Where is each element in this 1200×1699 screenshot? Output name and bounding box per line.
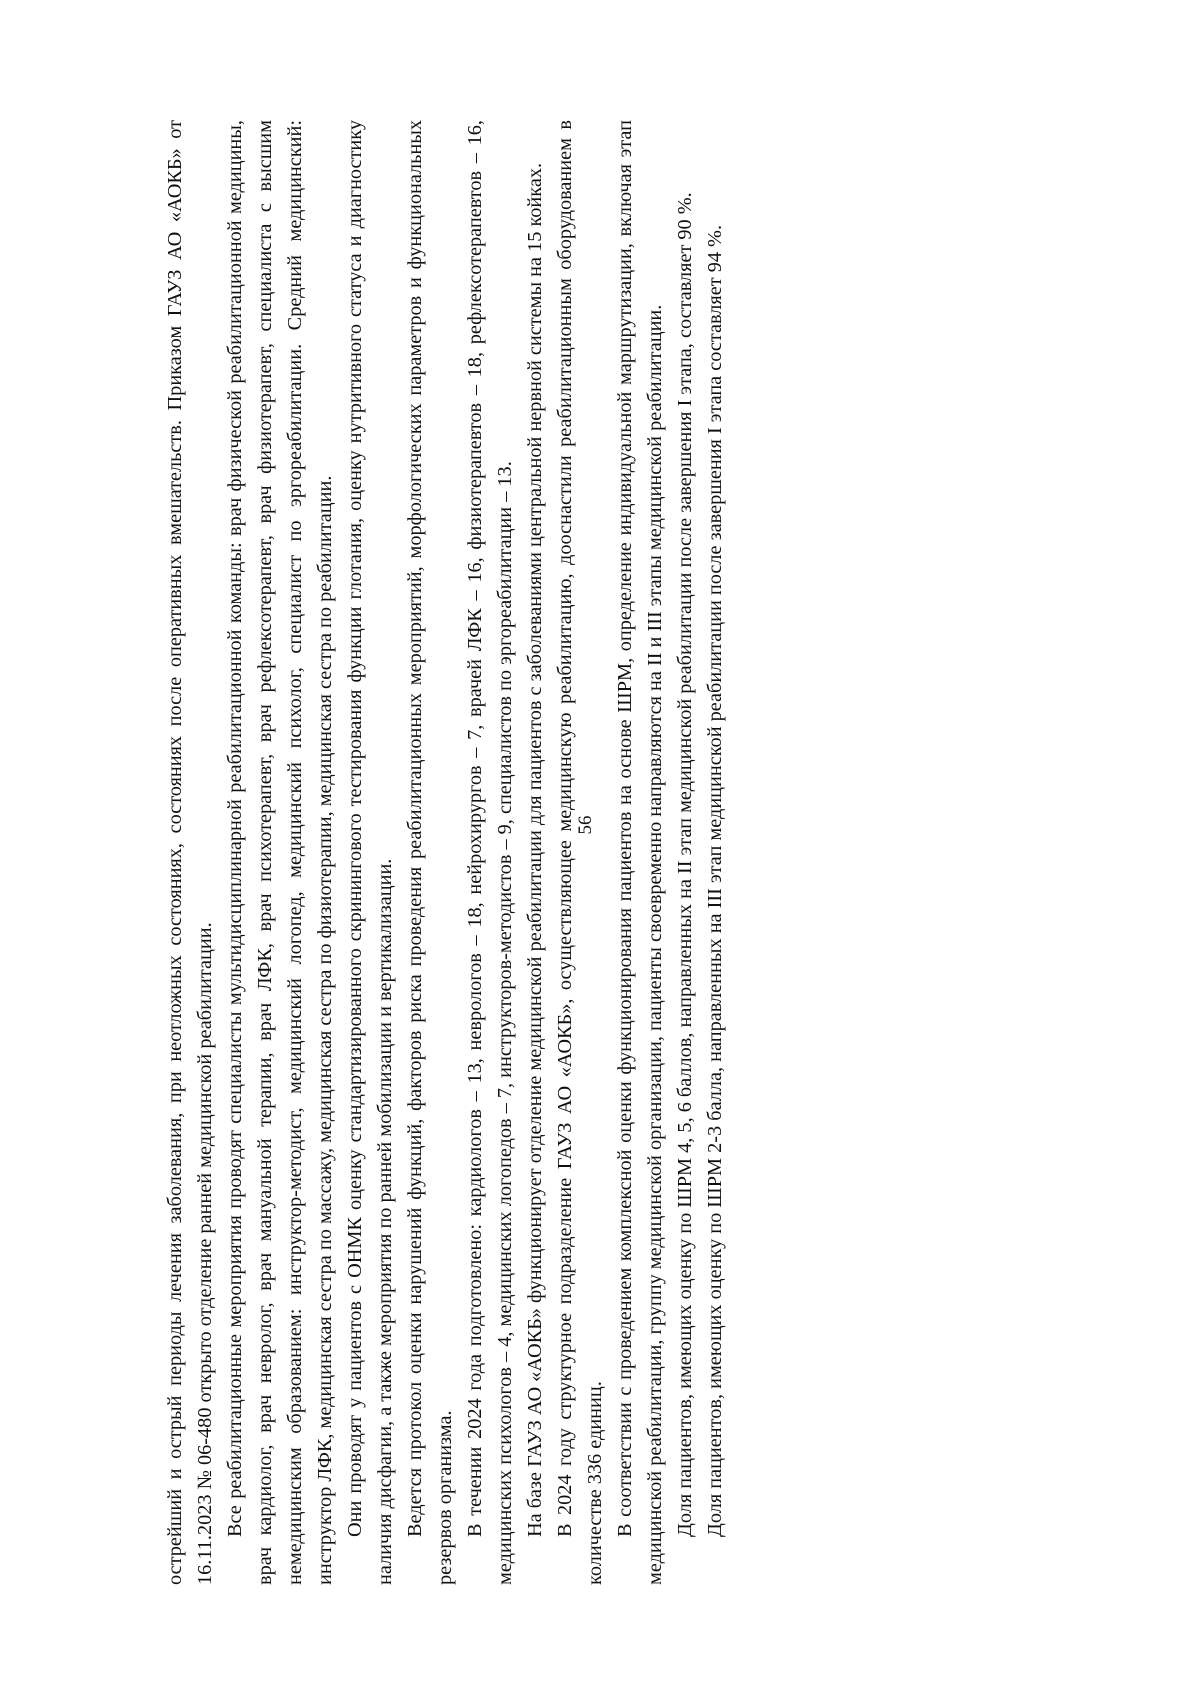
paragraph-intro: острейший и острый периоды лечения заболевания, при неотложных состояниях, состояниях после оперативных вмешательств. Приказом ГАУЗ АО «АОКБ» от 16.11.2023 № 06-480 открыто отделение ранней медицинской реабилитации.	[164, 120, 216, 1585]
paragraph-protocol: Ведется протокол оценки нарушений функций, факторов риска проведения реабилитационных мероприятий, морфологических параметров и функциональных резервов организма.	[404, 120, 456, 1585]
paragraph-department: На базе ГАУЗ АО «АОКБ» функционирует отделение медицинской реабилитации для пациентов с заболеваниями центральной нервной системы на 15 койках.	[524, 162, 546, 1537]
document-body	[160, 120, 730, 1585]
paragraph-equipment: В 2024 году структурное подразделение ГАУЗ АО «АОКБ», осуществляющее медицинскую реабилитацию, дооснастили реабилитационным оборудованием в количестве 336 единиц.	[554, 120, 606, 1585]
paragraph-routing: В соответствии с проведением комплексной оценки функционирования пациентов на основе ШРМ, определение индивидуальной маршрутизации, включая этап медицинской реабилитации, группу медицинской организации, пациенты своевременно направляются на II и III этапы медицинской реабилитации.	[614, 120, 666, 1585]
paragraph-stage2-share: Доля пациентов, имеющих оценку по ШРМ 4, 5, 6 баллов, направленных на II этап медицинской реабилитации после завершения I этапа, составляет 90 %.	[674, 192, 696, 1537]
paragraph-training: В течении 2024 года подготовлено: кардиологов – 13, неврологов – 18, нейрохирургов – 7, врачей ЛФК – 16, физиотерапевтов – 18, рефлексотерапевтов – 16, медицинских психологов – 4, медицинских логопедов – 7, инструкторов-методистов – 9, специалистов по эргореабилитации – 13.	[464, 120, 516, 1585]
paragraph-stage3-share: Доля пациентов, имеющих оценку по ШРМ 2-3 балла, направленных на III этап медицинской реабилитации после завершения I этапа составляет 94 %.	[704, 224, 726, 1537]
paragraph-team: Все реабилитационные мероприятия проводят специалисты мультидисциплинарной реабилитационной команды: врач физической реабилитационной медицины, врач кардиолог, врач невролог, врач мануальной терапии, врач ЛФК, врач психотерапевт, врач рефлексотерапевт, врач физиотерапевт, специалиста с высшим немедицинским образованием: инструктор-методист, медицинский логопед, медицинский психолог, специалист по эргореабилитации. Средний медицинский: инструктор ЛФК, медицинская сестра по массажу, медицинская сестра по физиотерапии, медицинская сестра по реабилитации.	[224, 120, 336, 1585]
paragraph-screening: Они проводят у пациентов с ОНМК оценку стандартизированного скринингового тестирования функции глотания, оценку нутритивного статуса и диагностику наличия дисфагии, а также мероприятия по ранней мобилизации и вертикализации.	[344, 120, 396, 1585]
page-number: 56	[575, 815, 596, 835]
